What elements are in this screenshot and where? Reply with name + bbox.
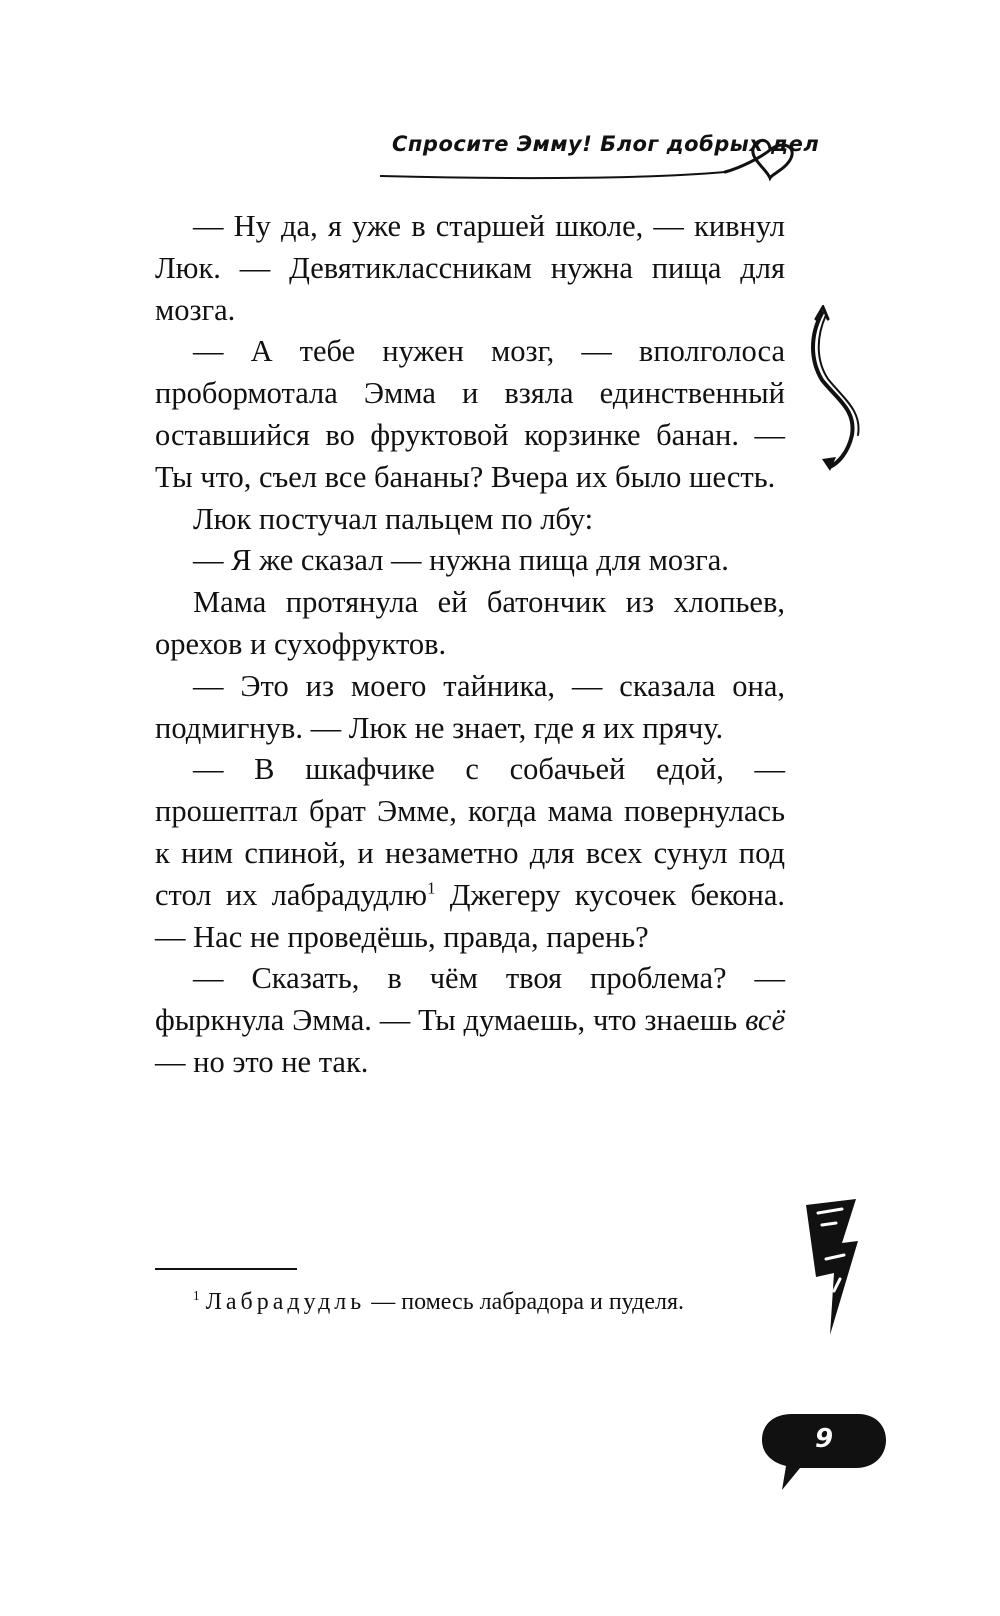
paragraph — [155, 749, 785, 958]
curly-arrow-icon — [808, 305, 868, 480]
paragraph — [155, 958, 785, 1083]
paragraph: Люк постучал пальцем по лбу: — [193, 501, 594, 536]
paragraph: Мама протянула ей батончик из хлопьев, орехов и сухофруктов. — [155, 585, 785, 661]
footnote — [155, 1285, 785, 1319]
paragraph: — Я же сказал — нужна пища для мозга. — [193, 543, 729, 578]
footnote-divider — [155, 1268, 297, 1270]
emphasis: всё — [745, 1003, 785, 1038]
running-title: Спросите Эмму! Блог добрых дел — [392, 132, 820, 156]
footnote-mark: 1 — [193, 1287, 200, 1303]
paragraph-text: — Сказать, в чём твоя проблема? — фыркнула Эмма. — Ты думаешь, что знаешь — [155, 961, 785, 1038]
paragraph: — Это из моего тайника, — сказала она, подмигнув. — Люк не знает, где я их прячу. — [155, 668, 785, 745]
footnote-reference[interactable]: 1 — [427, 878, 436, 898]
paragraph: — Ну да, я уже в старшей школе, — кивнул Люк. — Девятиклассникам нужна пища для мозга. — [155, 209, 785, 327]
paragraph-text: — В шкафчике с собачьей едой, — прошептал брат Эмме, когда мама повернулась к ним спиной, и незаметно для всех сунул под стол их лабрадудлю — [155, 752, 785, 912]
paragraph-text: Джегеру кусочек бекона. — Нас не проведёшь, правда, парень? — [155, 877, 785, 954]
footnote-definition: — помесь лабрадора и пуделя. — [365, 1289, 685, 1315]
footnote-term: Лабрадудль — [205, 1289, 366, 1315]
page-number: 9 — [814, 1424, 834, 1454]
page-number-badge — [760, 1410, 890, 1500]
running-head — [330, 128, 820, 188]
lightning-bolt-icon — [800, 1195, 865, 1340]
body-text — [155, 206, 785, 1084]
paragraph-text: — но это не так. — [155, 1044, 369, 1079]
paragraph: — А тебе нужен мозг, — вполголоса пробормотала Эмма и взяла единственный оставшийся во фруктовой корзинке банан. — Ты что, съел все бананы? Вчера их было шесть. — [155, 334, 785, 494]
